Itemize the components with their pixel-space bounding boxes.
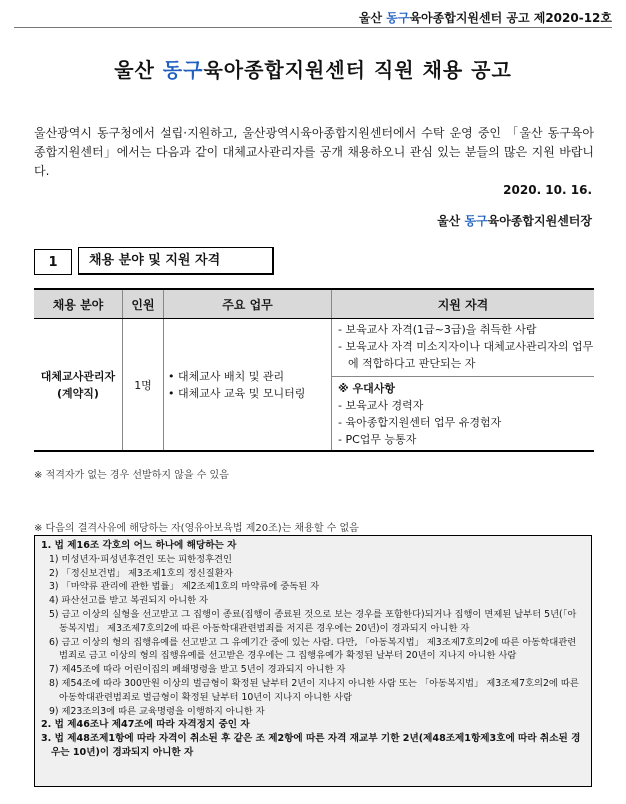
disq-sub-item: 1) 미성년자·피성년후견인 또는 피한정후견인 (49, 553, 233, 565)
header-requirements: 지원 자격 (332, 289, 595, 319)
title-suffix: 육아종합지원센터 직원 채용 공고 (203, 58, 512, 82)
issuer-highlight: 동구 (464, 214, 488, 228)
disqualification-box (34, 535, 592, 787)
header-count: 인원 (123, 289, 164, 319)
cell-count: 1명 (123, 319, 164, 452)
header-field: 채용 분야 (34, 289, 123, 319)
cell-duties (164, 319, 332, 452)
title-prefix: 울산 (114, 58, 163, 82)
notice-prefix: 울산 (358, 11, 387, 25)
requirement-item: - 보육교사 자격(1급~3급)을 취득한 사람 (338, 323, 537, 336)
disq-sub-item: 5) 금고 이상의 실형을 선고받고 그 집행이 종료(집행이 종료된 것으로 보는 경우를 포함한다)되거나 집행이 면제된 날부터 5년(「아동복지법」 제3조제7호의2에 따른 아동학대관련범죄를 저지른 경우에는 20년)이 경과되지 아니한 자 (49, 608, 577, 634)
recruitment-table (34, 288, 594, 452)
preference-item: - PC업무 능통자 (338, 433, 417, 446)
preference-title: ※ 우대사항 (338, 382, 396, 395)
header-duties: 주요 업무 (164, 289, 332, 319)
disq-sub-item: 9) 제23조의3에 따른 교육명령을 이행하지 아니한 자 (49, 705, 265, 717)
disq-sub-item: 3) 「마약류 관리에 관한 법률」 제2조제1호의 마약류에 중독된 자 (49, 581, 320, 593)
disq-sub-item: 2) 「정신보건법」 제3조제1호의 정신질환자 (49, 567, 233, 579)
table-header-row (34, 289, 594, 319)
disq-sub-item: 8) 제54조에 따라 300만원 이상의 벌금형이 확정된 날부터 2년이 지나지 아니한 사람 또는 「아동복지법」 제3조제7호의2에 따른 아동학대관련범죄로 벌금형이 확정된 날부터 10년이 지나지 아니한 사람 (49, 677, 579, 703)
cell-field (34, 319, 123, 452)
preferences-group (338, 377, 590, 448)
field-name: 대체교사관리자 (40, 369, 116, 383)
notice-highlight: 동구 (386, 11, 410, 25)
header-divider (14, 27, 612, 28)
note-disqualification: ※ 다음의 결격사유에 해당하는 자(영유아보육법 제20조)는 채용할 수 없음 (34, 523, 359, 534)
disq-item-1: 1. 법 제16조 각호의 어느 하나에 해당하는 자 (41, 540, 237, 551)
page-title (0, 54, 626, 83)
notice-suffix: 육아종합지원센터 공고 제2020-12호 (409, 11, 612, 25)
notice-number (359, 9, 612, 26)
field-type: (계약직) (57, 386, 99, 400)
requirement-item: - 보육교사 자격 미소지자이나 대체교사관리자의 업무에 적합하다고 판단되는 자 (338, 340, 594, 370)
notice-date: 2020. 10. 16. (503, 183, 592, 197)
issuer (437, 212, 592, 229)
preference-item: - 육아종합지원센터 업무 유경험자 (338, 416, 502, 429)
section-title: 채용 분야 및 지원 자격 (78, 247, 274, 275)
disq-sub-item: 6) 금고 이상의 형의 집행유예를 선고받고 그 유예기간 중에 있는 사람. 다만, 「아동복지법」 제3조제7호의2에 따른 아동학대관련범죄로 금고 이상의 형의 집행유예를 선고받은 경우에는 그 집행유예가 확정된 날부터 20년이 지나지 아니한 사람 (49, 636, 577, 662)
disq-sub-item: 7) 제45조에 따라 어린이집의 폐쇄명령을 받고 5년이 경과되지 아니한 자 (49, 664, 346, 676)
disq-item-2: 2. 법 제46조나 제47조에 따라 자격정지 중인 자 (41, 719, 250, 731)
requirements-group (332, 321, 594, 377)
issuer-prefix: 울산 (437, 214, 465, 228)
section-number: 1 (34, 249, 72, 275)
disq-item-3: 3. 법 제48조제1항에 따라 자격이 취소된 후 같은 조 제2항에 따른 자격 재교부 기한 2년(제48조제1항제3호에 따라 취소된 경우는 10년)이 경과되지 아니한 자 (41, 733, 581, 758)
duty-item: • 대체교사 배치 및 관리 (168, 369, 285, 383)
table-row (34, 319, 594, 452)
duty-item: • 대체교사 교육 및 모니터링 (168, 386, 306, 400)
title-highlight: 동구 (162, 58, 204, 82)
cell-requirements (332, 319, 595, 452)
note-unqualified: ※ 적격자가 없는 경우 선발하지 않을 수 있음 (34, 470, 229, 481)
disq-sub-item: 4) 파산선고를 받고 복권되지 아니한 자 (49, 595, 209, 607)
issuer-suffix: 육아종합지원센터장 (487, 214, 592, 228)
intro-paragraph: 울산광역시 동구청에서 설립·지원하고, 울산광역시육아종합지원센터에서 수탁 운영 중인 「울산 동구육아종합지원센터」에서는 다음과 같이 대체교사관리자를 공개 채용하오니 관심 있는 분들의 많은 지원 바랍니다. (34, 126, 594, 178)
preference-item: - 보육교사 경력자 (338, 399, 424, 412)
